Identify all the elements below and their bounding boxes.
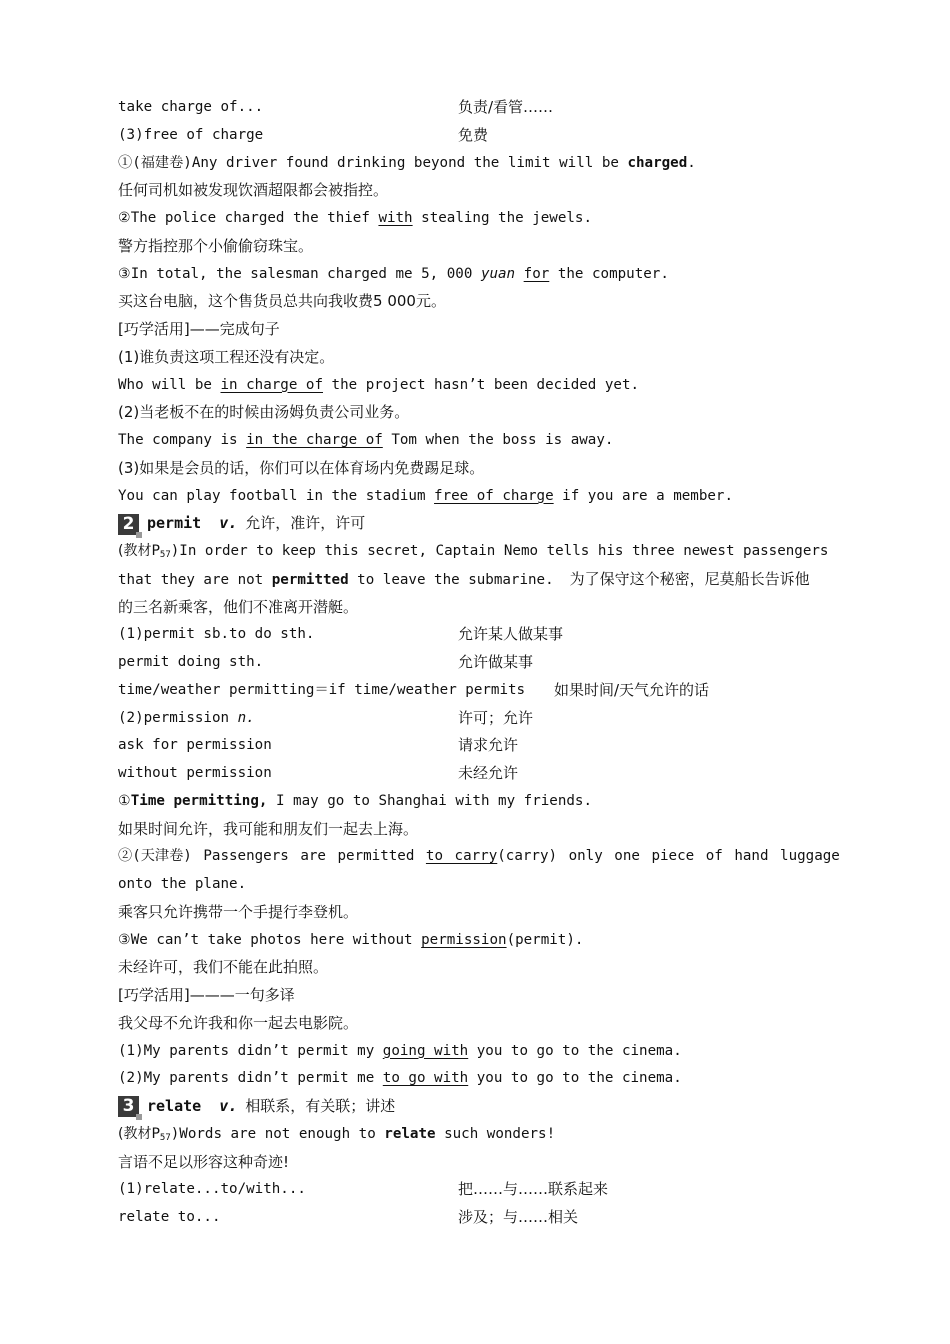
phrase-row: (1)relate...to/with... 把……与……联系起来 (118, 1180, 609, 1199)
exercise-answer: The company is in the charge of Tom when the boss is away. (118, 432, 614, 448)
example-sentence: ①(福建卷)Any driver found drinking beyond the limit will be charged. (118, 154, 696, 171)
example-sentence: ②The police charged the thief with stealing the jewels. (118, 210, 592, 226)
example-sentence: ②(天津卷) Passengers are permitted to carry(carry) only one piece of hand luggage (118, 848, 840, 865)
translation: 如果时间允许，我可能和朋友们一起去上海。 (118, 819, 419, 838)
phrase-row: relate to... 涉及；与……相关 (118, 1208, 579, 1226)
answer-blank: in charge of (220, 376, 323, 393)
keyword: Time permitting, (130, 792, 268, 809)
phrase-row: permit doing sth. 允许做某事 (118, 653, 534, 671)
phrase-row (118, 94, 834, 122)
exercise-prompt: (1)谁负责这项工程还没有决定。 (118, 347, 335, 366)
phrase-en: (3)free of charge (118, 126, 264, 143)
translation: 言语不足以形容这种奇迹! (118, 1152, 290, 1171)
example-sentence: ①Time permitting, I may go to Shanghai with my friends. (118, 792, 592, 809)
answer-blank: for (523, 265, 550, 282)
translation: 警方指控那个小偷偷窃珠宝。 (118, 236, 314, 255)
example-sentence: ③We can’t take photos here without permission(permit). (118, 931, 584, 948)
translation: 乘客只允许携带一个手提行李登机。 (118, 902, 359, 921)
phrase-en: take charge of... (118, 99, 264, 115)
answer-blank: free of charge (434, 487, 554, 504)
part-of-speech: v. (219, 1097, 238, 1115)
exercise-answer: You can play football in the stadium free of charge if you are a member. (118, 487, 734, 504)
phrase-row: ask for permission 请求允许 (118, 736, 519, 755)
document-page (118, 94, 840, 1232)
answer-blank: permission (421, 931, 507, 948)
keyword: relate (384, 1125, 436, 1142)
part-of-speech: v. (219, 514, 238, 533)
number-badge-icon: 3 (118, 1096, 139, 1117)
phrase-row (118, 122, 834, 150)
keyword: charged (627, 154, 688, 171)
textbook-quote: that they are not permitted to leave the submarine. 为了保守这个秘密，尼莫船长告诉他 (118, 569, 810, 588)
phrase-row: (1)permit sb.to do sth. 允许某人做某事 (118, 625, 564, 644)
exercise-prompt: (2)当老板不在的时候由汤姆负责公司业务。 (118, 403, 410, 422)
keyword: permitted (271, 571, 349, 588)
answer-blank: in the charge of (246, 432, 383, 448)
exercise-heading: [巧学活用]——完成句子 (118, 320, 280, 338)
headword-meaning: 允许，准许，许可 (245, 514, 366, 533)
translation: 的三名新乘客，他们不准离开潜艇。 (118, 597, 359, 616)
exercise-prompt: 我父母不允许我和你一起去电影院。 (118, 1013, 359, 1032)
number-badge-icon: 2 (118, 514, 139, 535)
headword: relate (147, 1097, 202, 1115)
exercise-answer: (2)My parents didn’t permit me to go with you to go to the cinema. (118, 1070, 682, 1087)
translation: 任何司机如被发现饮酒超限都会被指控。 (118, 181, 389, 200)
vocab-heading-relate (118, 1093, 834, 1121)
translation: 未经许可，我们不能在此拍照。 (118, 958, 329, 977)
exercise-prompt: (3)如果是会员的话，你们可以在体育场内免费踢足球。 (118, 458, 485, 477)
phrase-row: time/weather permitting＝if time/weather permits 如果时间/天气允许的话 (118, 680, 710, 699)
answer-blank: to carry (425, 848, 498, 865)
example-sentence-cont: onto the plane. (118, 876, 247, 892)
textbook-quote: (教材$P_{57})Words$ are not enough to relate such wonders! (118, 1125, 556, 1143)
headword: permit (147, 514, 202, 533)
answer-blank: to go with (382, 1070, 469, 1087)
phrase-row: (2)permission n. 许可；允许 (118, 708, 534, 727)
exercise-answer: (1)My parents didn’t permit my going with you to go to the cinema. (118, 1042, 682, 1059)
example-sentence: ③In total, the salesman charged me 5, 000 yuan for the computer. (118, 265, 669, 282)
phrase-row: without permission 未经允许 (118, 764, 519, 782)
textbook-quote: (教材$P_{57})In$ order to keep this secret, Captain Nemo tells his three newest passengers (118, 543, 829, 560)
answer-blank: with (378, 210, 413, 226)
answer-blank: going with (382, 1042, 469, 1059)
phrase-zh: 负责/看管…… (458, 98, 554, 116)
phrase-zh: 免费 (458, 125, 489, 144)
headword-meaning: 相联系，有关联；讲述 (245, 1097, 396, 1115)
vocab-heading-permit (118, 510, 834, 538)
exercise-answer: Who will be in charge of the project hasn’t been decided yet. (118, 376, 640, 393)
exercise-heading: [巧学活用]———一句多译 (118, 986, 295, 1004)
translation: 买这台电脑，这个售货员总共向我收费5 000元。 (118, 292, 446, 311)
